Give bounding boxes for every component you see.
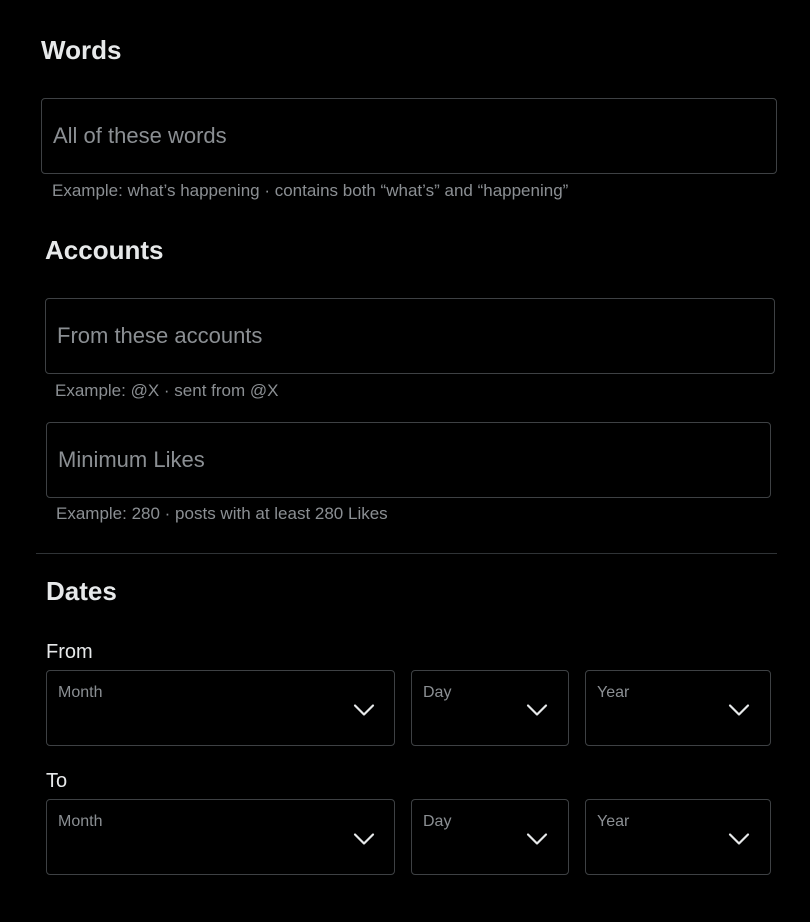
from-accounts-input[interactable] [46, 299, 774, 373]
all-words-input[interactable] [42, 99, 776, 173]
all-words-hint: Example: what’s happening · contains both “what’s” and “happening” [52, 181, 569, 200]
to-year-label: Year [597, 813, 630, 830]
from-year-select[interactable] [585, 670, 771, 746]
words-section-title: Words [41, 35, 122, 65]
from-month-select[interactable] [46, 670, 395, 746]
chevron-down-icon [352, 698, 376, 722]
section-divider [36, 553, 777, 554]
from-accounts-field[interactable] [45, 298, 775, 374]
chevron-down-icon [727, 698, 751, 722]
chevron-down-icon [525, 698, 549, 722]
to-year-select[interactable] [585, 799, 771, 875]
minimum-likes-hint: Example: 280 · posts with at least 280 Likes [56, 504, 388, 523]
to-day-select[interactable] [411, 799, 569, 875]
from-day-select[interactable] [411, 670, 569, 746]
from-day-label: Day [423, 684, 452, 701]
to-day-label: Day [423, 813, 452, 830]
from-month-label: Month [58, 684, 103, 701]
to-month-select[interactable] [46, 799, 395, 875]
minimum-likes-field[interactable] [46, 422, 771, 498]
all-words-field[interactable] [41, 98, 777, 174]
dates-section-title: Dates [46, 576, 117, 606]
to-date-label: To [46, 770, 68, 792]
minimum-likes-input[interactable] [47, 423, 770, 497]
from-year-label: Year [597, 684, 630, 701]
chevron-down-icon [727, 827, 751, 851]
accounts-section-title: Accounts [45, 235, 164, 265]
from-date-label: From [46, 641, 93, 663]
chevron-down-icon [352, 827, 376, 851]
chevron-down-icon [525, 827, 549, 851]
from-accounts-hint: Example: @X · sent from @X [55, 381, 279, 400]
to-month-label: Month [58, 813, 103, 830]
